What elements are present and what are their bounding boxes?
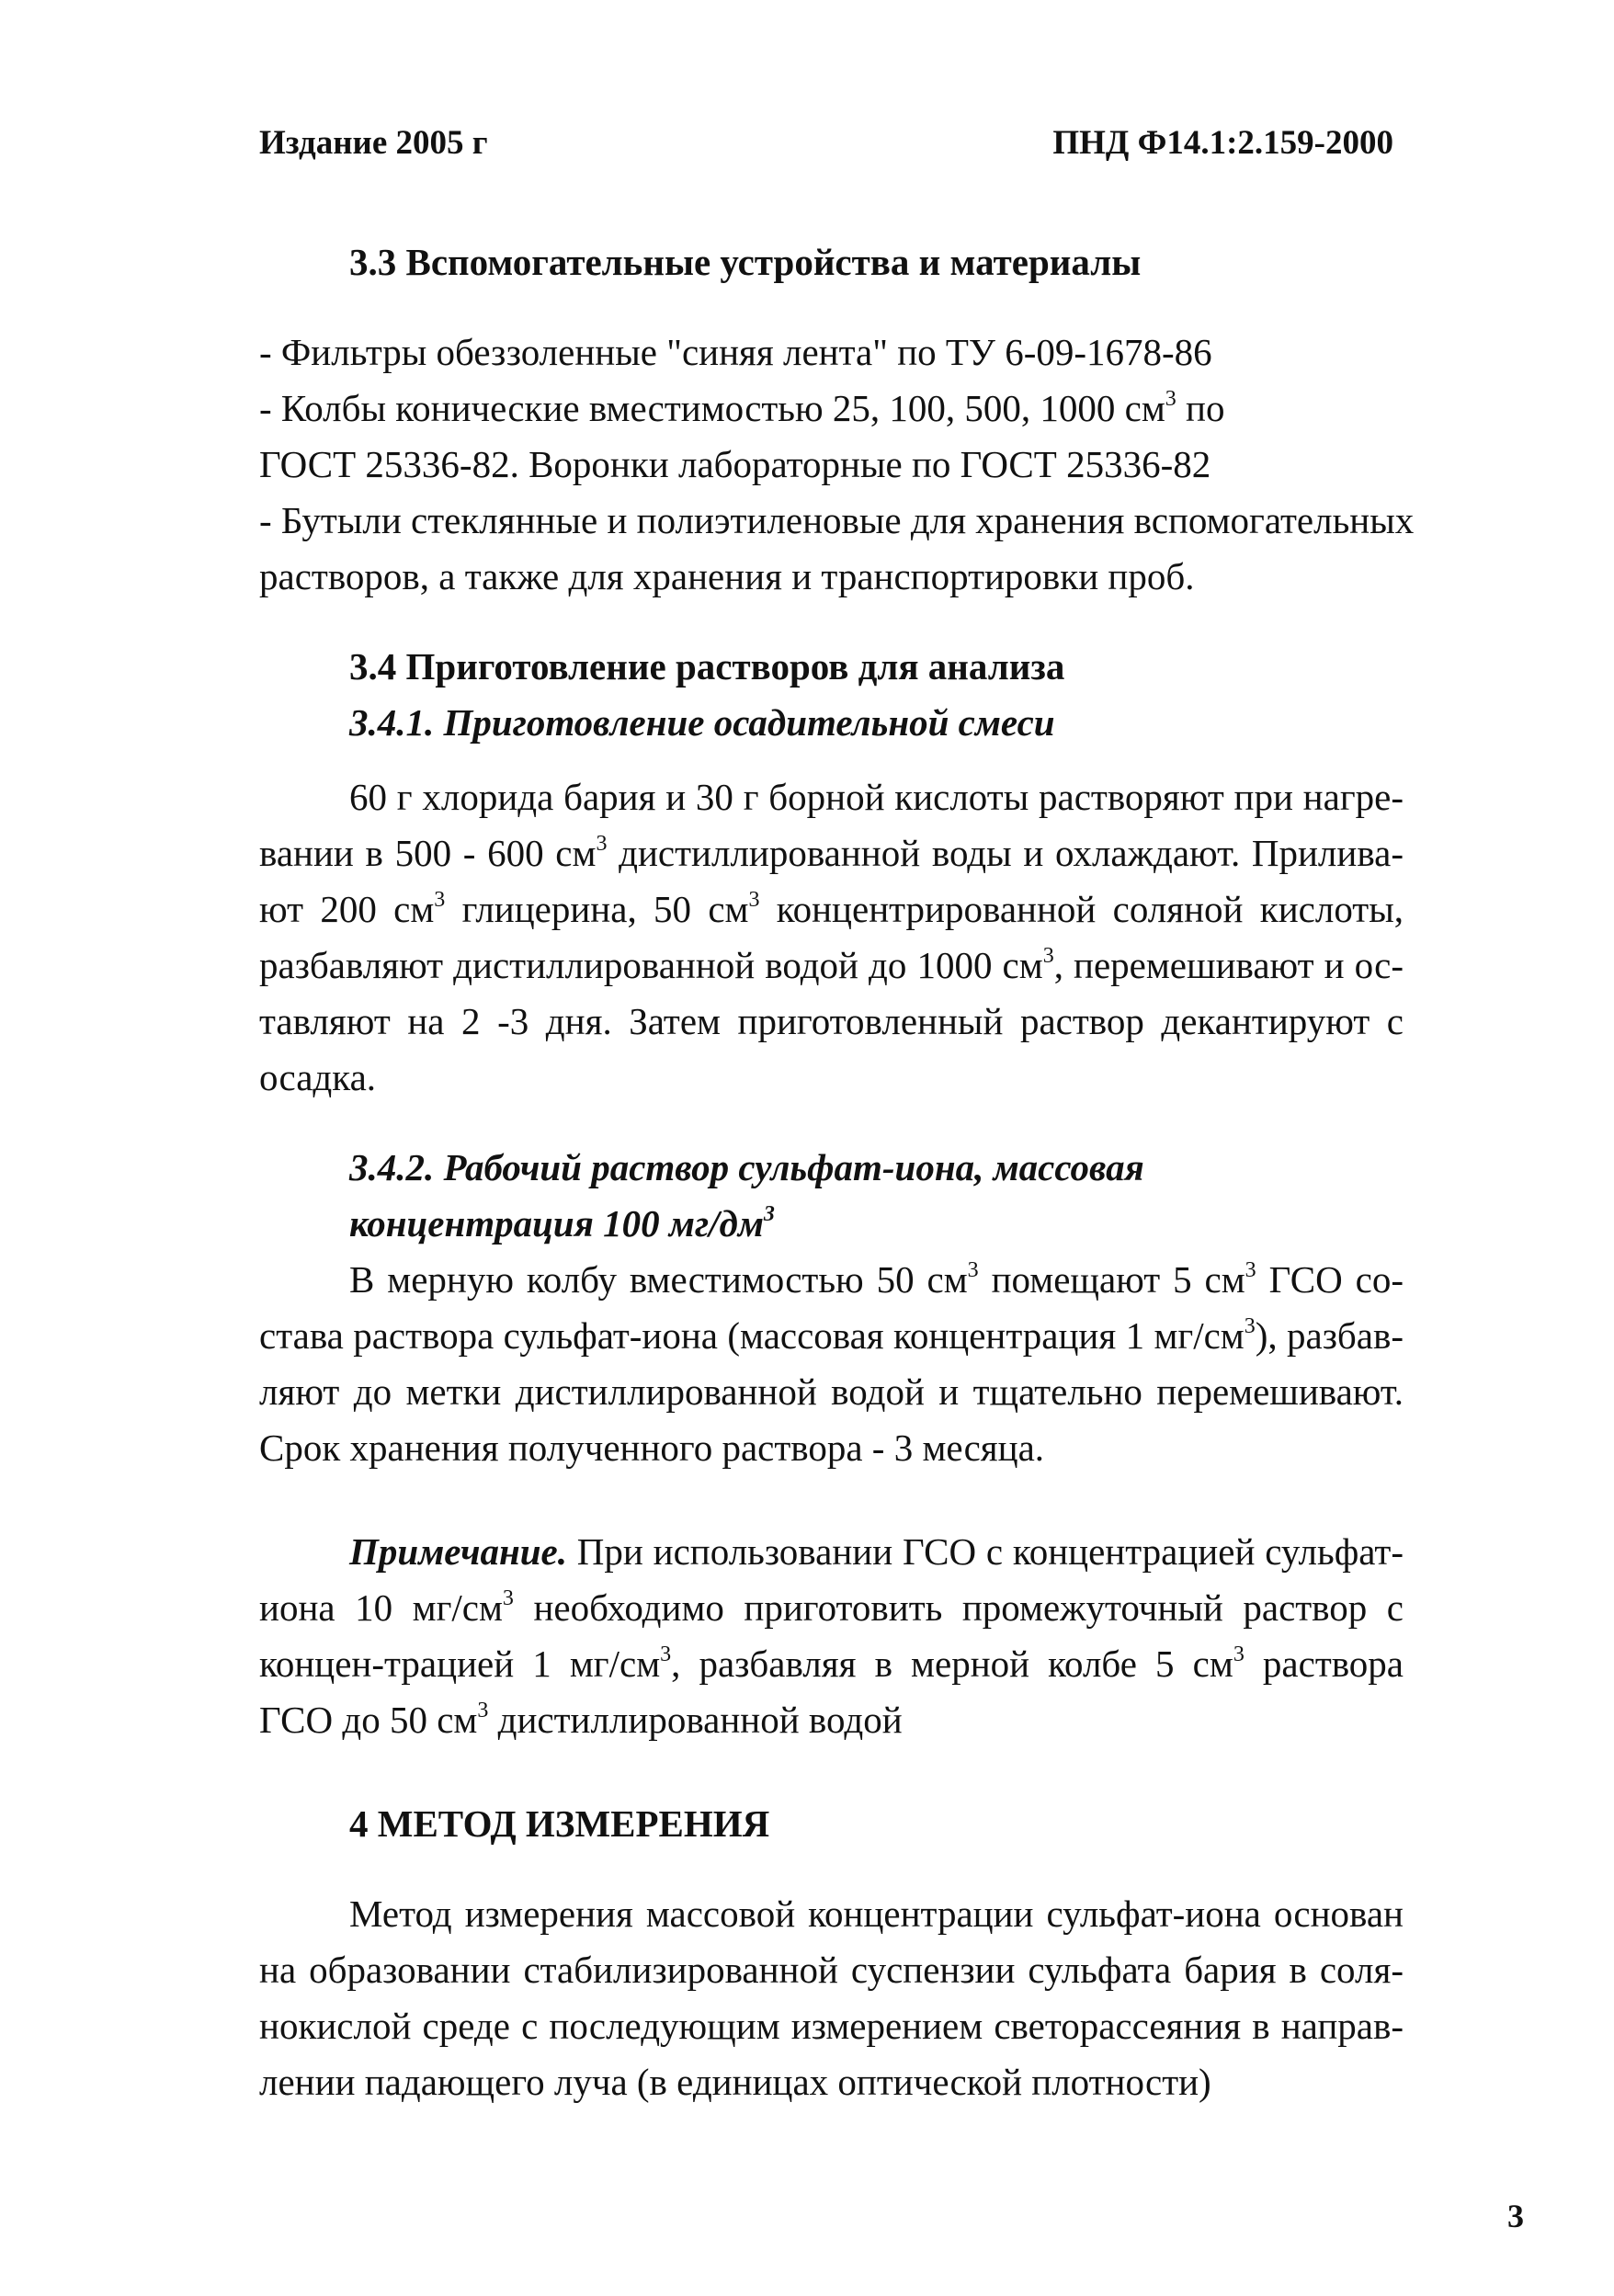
superscript-3: 3: [596, 832, 608, 856]
section-4-title: 4 МЕТОД ИЗМЕРЕНИЯ: [349, 1802, 770, 1845]
flasks-text: - Колбы конические вместимостью 25, 100, 500, 1000 см: [259, 387, 1165, 429]
text-run: концентрированной соляной кислоты, разбавляют дистиллированной водой до 1000 см: [259, 888, 1404, 986]
text-run: дистиллированной воды и охлаждают. Прилива-ют 200 см: [259, 832, 1404, 930]
materials-line-flasks: [259, 381, 1404, 437]
superscript-3: 3: [660, 1642, 672, 1666]
materials-line-bottles-cont: растворов, а также для хранения и транспортировки проб.: [259, 555, 1195, 597]
page-number: 3: [1507, 2198, 1524, 2234]
superscript-3: 3: [434, 888, 446, 912]
materials-line-gost: ГОСТ 25336-82. Воронки лабораторные по ГОСТ 25336-82: [259, 443, 1211, 485]
materials-line-bottles: - Бутыли стеклянные и полиэтиленовые для хранения вспомогательных: [259, 499, 1415, 541]
subsection-3-4-2-title: [259, 1140, 1404, 1252]
text-run: ), разбав-ляют до метки дистиллированной водой и тщательно перемешивают. Срок хранения полученного раствора - 3 месяца.: [259, 1314, 1404, 1469]
text-run: глицерина, 50 см: [445, 888, 749, 930]
text-run: дистиллированной водой: [488, 1699, 903, 1741]
edition-label: Издание 2005 г: [259, 124, 488, 162]
subsection-3-4-1-title: 3.4.1. Приготовление осадительной смеси: [349, 701, 1055, 744]
text-run: раствора ГСО до 50 см: [259, 1642, 1404, 1741]
superscript-3: 3: [748, 888, 760, 912]
superscript-3: 3: [1042, 944, 1054, 968]
superscript-3: 3: [477, 1699, 489, 1722]
method-paragraph: Метод измерения массовой концентрации сульфат-иона основан на образовании стабилизированной суспензии сульфата бария в соля-нокислой среде с последующим измерением светорассеяния в направ-лении падающего луча (в единицах оптической плотности): [259, 1892, 1404, 2103]
note-label: Примечание.: [349, 1530, 567, 1573]
section-3-4-title: 3.4 Приготовление растворов для анализа: [349, 645, 1065, 688]
flasks-text-end: по: [1176, 387, 1225, 429]
text-run: 3.4.2. Рабочий раствор сульфат-иона, массовая концентрация 100 мг/дм: [349, 1146, 1144, 1245]
text-run: 60 г хлорида бария и 30 г борной кислоты растворяют при нагре-вании в 500 - 600 см: [259, 776, 1404, 874]
text-run: необходимо приготовить промежуточный раствор с концен-трацией 1 мг/см: [259, 1586, 1404, 1685]
precipitant-paragraph: [259, 769, 1404, 1106]
document-code: ПНД Ф14.1:2.159-2000: [1052, 124, 1393, 162]
superscript-3: 3: [1245, 1258, 1256, 1282]
superscript-3: 3: [1233, 1642, 1245, 1666]
superscript-3: 3: [763, 1202, 775, 1226]
section-3-3-title: 3.3 Вспомогательные устройства и материалы: [349, 241, 1142, 283]
text-run: помещают 5 см: [978, 1258, 1245, 1301]
text-run: , разбавляя в мерной колбе 5 см: [671, 1642, 1233, 1685]
text-run: При использовании ГСО с концентрацией сульфат-иона 10 мг/см: [259, 1530, 1404, 1629]
materials-line-filters: - Фильтры обеззоленные "синяя лента" по ТУ 6-09-1678-86: [259, 331, 1212, 373]
text-run: ГСО со-става раствора сульфат-иона (массовая концентрация 1 мг/см: [259, 1258, 1404, 1357]
superscript-3: 3: [502, 1586, 514, 1610]
superscript-3: 3: [1244, 1314, 1256, 1338]
text-run: В мерную колбу вместимостью 50 см: [349, 1258, 968, 1301]
note-paragraph: [259, 1524, 1404, 1748]
text-run: , перемешивают и ос-тавляют на 2 -3 дня. Затем приготовленный раствор декантируют с осадка.: [259, 944, 1404, 1098]
superscript-3: 3: [967, 1258, 979, 1282]
page-content: [259, 234, 1415, 2110]
working-solution-paragraph: [259, 1252, 1404, 1476]
superscript-3: 3: [1165, 387, 1176, 411]
